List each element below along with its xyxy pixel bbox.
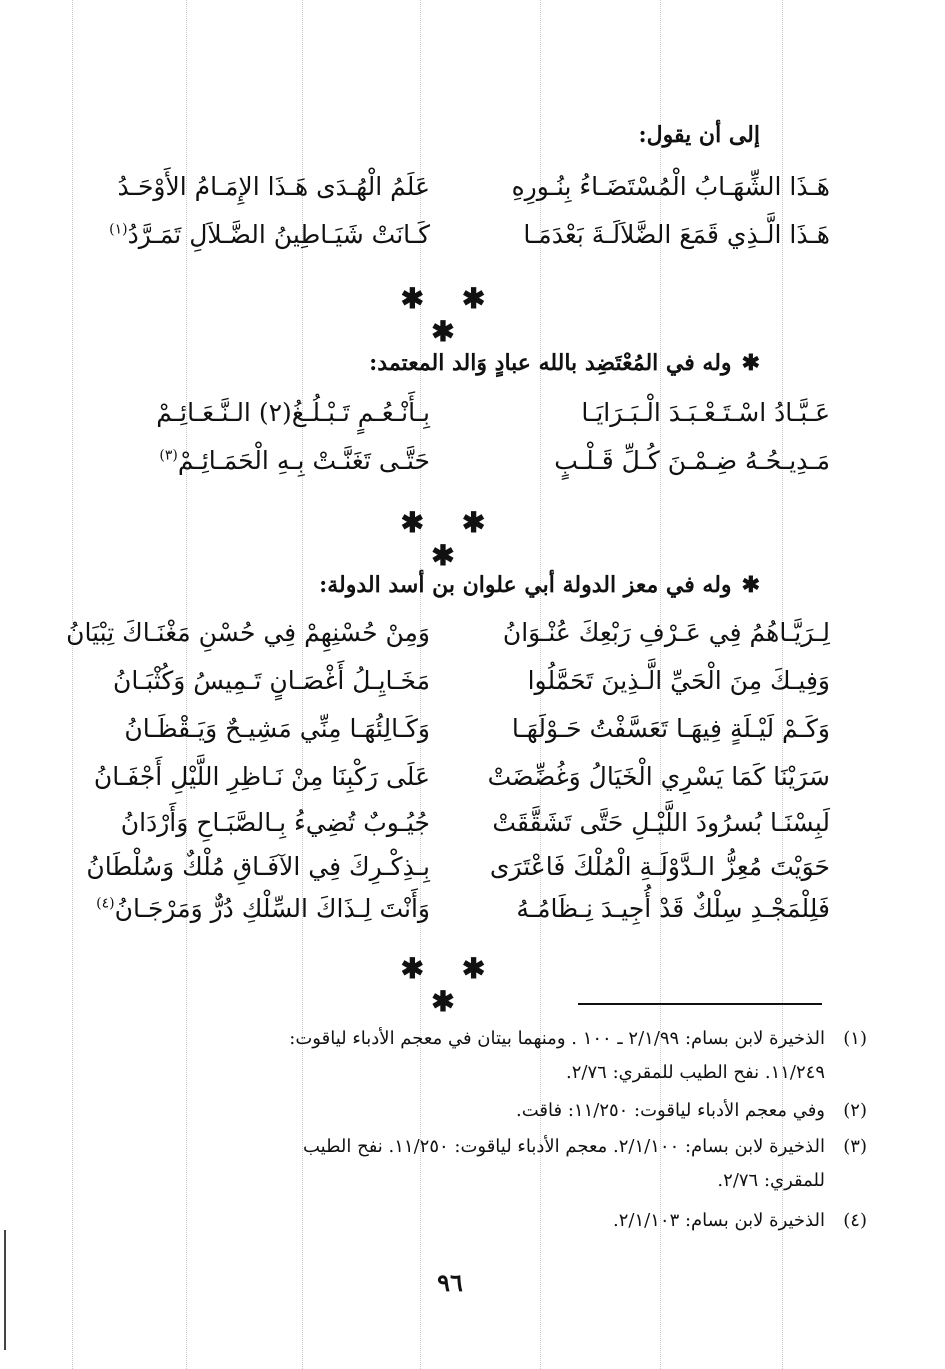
footnote-text-continued: ١١/٢٤٩. نفح الطيب للمقري: ٢/٧٦. xyxy=(566,1062,825,1083)
verse-second-hemistich: جُيُـوبٌ تُضِيءُ بِـالصَّبَـاحِ وَأَرْدَانُ xyxy=(120,808,430,837)
verse-line xyxy=(70,852,830,896)
verse-line xyxy=(70,762,830,806)
verse-second-hemistich: وَأَنْتَ لِـذَاكَ السِّلْكِ دُرٌّ وَمَرْجَـانُ$^{(٤)}$ xyxy=(96,894,430,923)
verse-first-hemistich: لَبِسْنَـا بُسرُودَ اللَّيْـلِ حَتَّى تَشَقَّقَتْ xyxy=(492,808,830,837)
verse-line xyxy=(70,666,830,710)
verse-first-hemistich: هَـذَا الَّـذِي قَمَعَ الضَّلاَلَـةَ بَعْدَمَـا xyxy=(523,220,830,249)
verse-line xyxy=(70,398,830,442)
section-intro: ✱وله في المُعْتَضِد بالله عبادٍ وَالد المعتمد: xyxy=(369,350,760,376)
verse-second-hemistich: بِـأَنْـعُـمٍ تَـبْـلُـغُ(٢) الـنَّـعَـائِـمْ xyxy=(156,398,430,427)
asterisk-icon: ✱ xyxy=(741,350,760,376)
footnote-text: الذخيرة لابن بسام: ٢/١/١٠٣. xyxy=(613,1210,825,1231)
footnote-marker: (٤) xyxy=(96,895,115,912)
verse-second-hemistich: وَكَـالِئُهَـا مِنِّي مَشِيـحٌ وَيَـقْظَـانُ xyxy=(124,714,430,743)
verse-line xyxy=(70,446,830,490)
verse-first-hemistich: سَرَيْنَا كَمَا يَسْرِي الْخَيَالُ وَغُضِّضَتْ xyxy=(487,762,830,791)
verse-line xyxy=(70,894,830,938)
footnote xyxy=(90,1094,867,1128)
verse-first-hemistich: وَكَـمْ لَيْـلَةٍ فِيهَـا تَعَسَّفْتُ حَـوْلَهَـا xyxy=(511,714,830,743)
footnote-text: وفي معجم الأدباء لياقوت: ١١/٢٥٠: فاقت. xyxy=(516,1100,825,1121)
verse-second-hemistich: عَلَمُ الْهُـدَى هَـذَا الإِمَـامُ الأَوْحَـدُ xyxy=(117,172,430,201)
verse-second-hemistich: حَتَّـى تَغَنَّـتْ بِـهِ الْحَمَـائِـمْ$^{(٣)}$ xyxy=(159,446,430,475)
footnote-number: (٣) xyxy=(843,1136,867,1157)
footnote-divider xyxy=(578,1003,822,1005)
verse-line xyxy=(70,172,830,216)
verse-second-hemistich: كَـانَتْ شَيَـاطِينُ الضَّـلاَلِ تَمَـرَّدُ$^{(١)}$ xyxy=(109,220,430,249)
footnote-number: (٤) xyxy=(843,1210,867,1231)
footnote xyxy=(90,1204,867,1238)
footnote xyxy=(90,1022,867,1090)
verse-first-hemistich: لِـرَيَّـاهُمُ فِي عَـرْفِ رَبْعِكَ عُنْـوَانُ xyxy=(502,618,830,647)
footnote-number: (٢) xyxy=(843,1100,867,1121)
verse-first-hemistich: فَلِلْمَجْـدِ سِلْكٌ قَدْ أُجِيـدَ نِـظَامُـهُ xyxy=(516,894,830,923)
section-intro: ✱وله في معز الدولة أبي علوان بن أسد الدولة: xyxy=(319,572,760,598)
footnote-marker: (١) xyxy=(109,221,128,238)
verse-first-hemistich: هَـذَا الشِّهَـابُ الْمُسْتَضَـاءُ بِنُـورِهِ xyxy=(511,172,830,201)
verse-first-hemistich: عَـبَّـادُ اسْـتَـعْـبَـدَ الْـبَـرَايَـا xyxy=(581,398,830,427)
verse-line xyxy=(70,714,830,758)
verse-second-hemistich: عَلَى رَكْبِنَا مِنْ نَـاظِرِ اللَّيْلِ أَجْفَـانُ xyxy=(93,762,430,791)
verse-first-hemistich: وَفِيـكَ مِنَ الْحَيِّ الَّـذِينَ تَحَمَّلُوا xyxy=(527,666,830,695)
verse-line xyxy=(70,808,830,852)
footnote-text-continued: للمقري: ٢/٧٦. xyxy=(717,1170,825,1191)
footnote xyxy=(90,1130,867,1198)
section-separator: ✱ ✱ ✱ xyxy=(400,952,500,1018)
verse-first-hemistich: مَـدِيـحُـهُ ضِـمْـنَ كُـلِّ قَـلْـبٍ xyxy=(554,446,830,475)
footnote-marker: (٣) xyxy=(159,447,178,464)
verse-line xyxy=(70,220,830,264)
footnote-number: (١) xyxy=(843,1028,867,1049)
verse-second-hemistich: بِـذِكْـرِكَ فِي الآفَـاقِ مُلْكٌ وَسُلْطَانُ xyxy=(86,852,430,881)
footnote-text: الذخيرة لابن بسام: ٢/١/١٠٠. معجم الأدباء لياقوت: ١١/٢٥٠. نفح الطيب xyxy=(303,1136,825,1157)
verse-first-hemistich: حَوَيْتَ مُعِزُّ الـدَّوْلَـةِ الْمُلْكَ فَاعْتَرَى xyxy=(489,852,830,881)
section-separator: ✱ ✱ ✱ xyxy=(400,506,500,572)
page-number: ٩٦ xyxy=(437,1268,463,1297)
verse-second-hemistich: وَمِنْ حُسْنِهِمْ فِي حُسْنِ مَغْنَـاكَ تِبْيَانُ xyxy=(66,618,430,647)
verse-second-hemistich: مَخَـايِـلُ أَغْصَـانٍ تَـمِيسُ وَكُثْبَـانُ xyxy=(112,666,430,695)
section-intro: إلى أن يقول: xyxy=(638,122,760,148)
scan-edge-mark xyxy=(4,1230,6,1350)
section-separator: ✱ ✱ ✱ xyxy=(400,282,500,348)
footnote-text: الذخيرة لابن بسام: ٢/١/٩٩ ـ ١٠٠ . ومنهما بيتان في معجم الأدباء لياقوت: xyxy=(289,1028,825,1049)
asterisk-icon: ✱ xyxy=(741,572,760,598)
verse-line xyxy=(66,618,830,662)
